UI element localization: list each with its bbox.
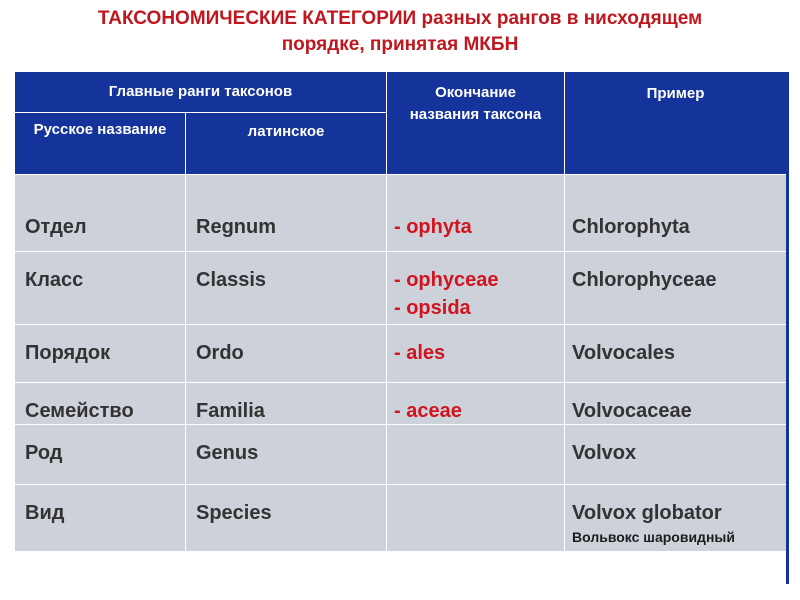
cell-line: - ophyceae [394, 269, 499, 291]
example-common-name: Вольвокс шаровидный [572, 529, 735, 545]
column-divider [185, 175, 186, 551]
cell-lat [196, 397, 265, 425]
cell-example [572, 397, 692, 425]
table-row [15, 252, 786, 324]
cell-ending [394, 213, 472, 241]
cell-example [572, 439, 636, 467]
cell-line: Regnum [196, 216, 276, 238]
cell-line: Ordo [196, 342, 244, 364]
cell-line: Familia [196, 400, 265, 422]
header-example: Пример [565, 72, 786, 174]
column-divider [564, 175, 565, 551]
title-line-1: ТАКСОНОМИЧЕСКИЕ КАТЕГОРИИ разных рангов в нисходящем [97, 8, 703, 29]
cell-line: Species [196, 502, 272, 524]
cell-line: - ales [394, 342, 446, 364]
cell-example [572, 213, 690, 241]
cell-ending [394, 266, 498, 322]
page-title [0, 6, 800, 58]
cell-ru [25, 439, 63, 467]
cell-ru [25, 339, 110, 367]
cell-line: Classis [196, 269, 267, 291]
cell-lat [196, 213, 276, 241]
header-ending: Окончание названия таксона [387, 72, 564, 174]
cell-line: Семейство [25, 400, 134, 422]
cell-ru [25, 499, 64, 527]
cell-ru [25, 397, 134, 425]
cell-lat [196, 339, 244, 367]
row-divider [15, 324, 786, 325]
cell-line: Volvox globator [572, 502, 722, 524]
table-row [15, 325, 786, 382]
cell-lat [196, 266, 266, 294]
cell-line: Отдел [25, 216, 87, 238]
row-divider [15, 484, 786, 485]
table-row [15, 485, 786, 551]
table-row [15, 425, 786, 484]
row-divider [15, 251, 786, 252]
title-line-2: порядке, принятая МКБН [281, 34, 519, 55]
cell-line: - opsida [394, 297, 471, 319]
header-latin-name: латинское [186, 113, 386, 174]
cell-line: Chlorophyta [572, 216, 690, 238]
table-row [15, 175, 786, 251]
cell-line: - ophyta [394, 216, 472, 238]
row-divider [15, 424, 786, 425]
cell-line: Volvocales [572, 342, 676, 364]
cell-line: Вид [25, 502, 65, 524]
cell-ru [25, 213, 87, 241]
cell-example [572, 499, 735, 545]
cell-line: Volvox [572, 442, 637, 464]
cell-line: - aceae [394, 400, 462, 422]
cell-example [572, 266, 716, 294]
cell-ending [394, 339, 445, 367]
header-russian-name: Русское название [15, 113, 185, 174]
table-row [15, 383, 786, 424]
cell-example [572, 339, 675, 367]
cell-line: Род [25, 442, 63, 464]
table-right-border [786, 72, 789, 584]
cell-lat [196, 439, 258, 467]
cell-lat [196, 499, 272, 527]
header-main-ranks: Главные ранги таксонов [15, 72, 386, 112]
cell-ending [394, 397, 462, 425]
row-divider [15, 382, 786, 383]
cell-ru [25, 266, 83, 294]
cell-line: Класс [25, 269, 84, 291]
cell-line: Genus [196, 442, 259, 464]
cell-line: Порядок [25, 342, 111, 364]
cell-line: Volvocaceae [572, 400, 692, 422]
column-divider [386, 175, 387, 551]
cell-line: Chlorophyceae [572, 269, 717, 291]
